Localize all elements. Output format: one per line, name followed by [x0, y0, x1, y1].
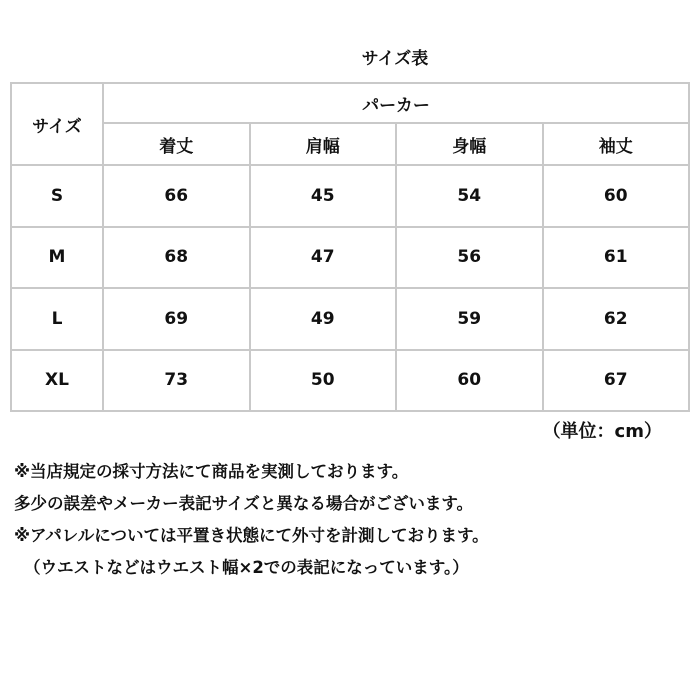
column-header-chest: 身幅: [396, 123, 543, 165]
size-cell: S: [11, 165, 103, 227]
value-cell: 56: [396, 227, 543, 289]
value-cell: 47: [250, 227, 397, 289]
column-header-length: 着丈: [103, 123, 250, 165]
group-header-cell: パーカー: [103, 83, 689, 123]
column-header-sleeve: 袖丈: [543, 123, 690, 165]
value-cell: 66: [103, 165, 250, 227]
size-cell: M: [11, 227, 103, 289]
value-cell: 60: [396, 350, 543, 412]
value-cell: 54: [396, 165, 543, 227]
chart-title: サイズ表: [361, 49, 429, 69]
table-row: [11, 227, 689, 289]
value-cell: 45: [250, 165, 397, 227]
note-line: 多少の誤差やメーカー表記サイズと異なる場合がございます。: [14, 494, 474, 513]
column-header-shoulder: 肩幅: [250, 123, 397, 165]
table-row: [11, 350, 689, 412]
unit-label: （単位：cm）: [542, 421, 662, 442]
size-cell: XL: [11, 350, 103, 412]
value-cell: 68: [103, 227, 250, 289]
value-cell: 73: [103, 350, 250, 412]
size-cell: L: [11, 288, 103, 350]
size-header-cell: サイズ: [11, 83, 103, 165]
table-row: [11, 288, 689, 350]
value-cell: 49: [250, 288, 397, 350]
note-line: ※アパレルについては平置き状態にて外寸を計測しております。: [14, 526, 489, 545]
size-table: [10, 82, 690, 412]
value-cell: 61: [543, 227, 690, 289]
table-header-row: [11, 83, 689, 123]
value-cell: 59: [396, 288, 543, 350]
notes: [14, 456, 690, 584]
value-cell: 50: [250, 350, 397, 412]
value-cell: 69: [103, 288, 250, 350]
note-line: （ウエストなどはウエスト幅×2での表記になっています。）: [24, 558, 469, 577]
column-header-row: [11, 123, 689, 165]
value-cell: 67: [543, 350, 690, 412]
value-cell: 60: [543, 165, 690, 227]
value-cell: 62: [543, 288, 690, 350]
table-row: [11, 165, 689, 227]
note-line: ※当店規定の採寸方法にて商品を実測しております。: [14, 462, 409, 481]
